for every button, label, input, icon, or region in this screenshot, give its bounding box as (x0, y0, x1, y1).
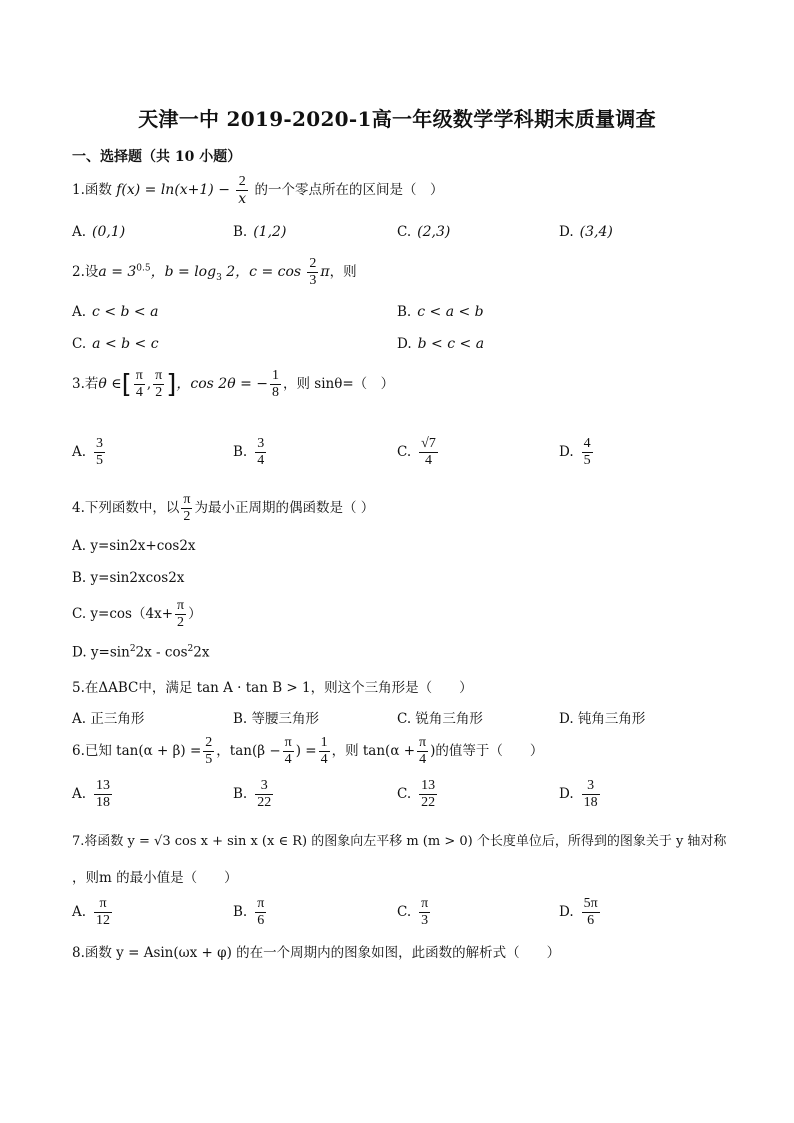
q6-option-d[interactable]: D. $\frac{3}{18}$ (559, 778, 598, 811)
q2-a: a = 3 (98, 264, 137, 281)
q5-option-b[interactable]: B. 等腰三角形 (233, 711, 320, 727)
q4-suffix: 为最小正周期的偶函数是（ ） (194, 500, 375, 517)
q3-theta: θ ∈ (98, 376, 122, 393)
q2-fraction: $\frac{2}{3}$ (309, 256, 317, 289)
question-2 (72, 256, 357, 289)
q7-option-d[interactable]: D. $\frac{5\pi}{6}$ (559, 896, 598, 929)
q7-option-a[interactable]: A. $\frac{\pi}{12}$ (72, 896, 111, 929)
q6-fraction-2: $\frac{\pi}{4}$ (284, 735, 292, 768)
question-4 (72, 492, 374, 525)
q4-option-b[interactable]: B. y=sin2xcos2x (72, 570, 185, 586)
q1-fraction: $\frac{2}{x}$ (238, 174, 247, 208)
q5-option-a[interactable]: A. 正三角形 (72, 711, 145, 727)
q1-option-c[interactable]: C. (2,3) (397, 224, 451, 240)
q3-option-b[interactable]: B. $\frac{3}{4}$ (233, 436, 265, 469)
q1-function: f(x) = ln(x+1) − (116, 182, 230, 199)
q3-fraction-3: $\frac{1}{8}$ (272, 368, 280, 401)
q6-fraction-4: $\frac{\pi}{4}$ (419, 735, 427, 768)
q6-part-2: ，tan(β − (216, 743, 281, 760)
q1-option-a[interactable]: A. (0,1) (72, 224, 126, 240)
q6-part-5: )的值等于（ ） (430, 743, 544, 760)
q1-option-b[interactable]: B. (1,2) (233, 224, 287, 240)
q3-option-a[interactable]: A. $\frac{3}{5}$ (72, 436, 104, 469)
q1-option-d[interactable]: D. (3,4) (559, 224, 613, 240)
q4-option-d[interactable]: D. $y=\sin^22x - \cos^22x$ (72, 644, 210, 661)
q5-option-c[interactable]: C. 锐角三角形 (397, 711, 483, 727)
document-title: 天津一中 2019-2020-1高一年级数学学科期末质量调查 (138, 107, 656, 131)
q5-option-d[interactable]: D. 钝角三角形 (559, 711, 646, 727)
question-7-line-1: 7.将函数 y = √3 cos x + sin x (x ∈ R) 的图象向左平移 m (m > 0) 个长度单位后，所得到的图象关于 y 轴对称 (72, 834, 727, 849)
q2-option-d[interactable]: D. b < c < a (397, 336, 485, 352)
q4-option-a[interactable]: A. y=sin2x+cos2x (72, 538, 196, 554)
q3-prefix: 3.若 (72, 376, 99, 393)
q6-option-a[interactable]: A. $\frac{13}{18}$ (72, 778, 111, 811)
q3-option-d[interactable]: D. $\frac{4}{5}$ (559, 436, 591, 469)
q2-b: ，b = log (150, 264, 217, 281)
q2-b-base: 3 (216, 272, 222, 283)
q3-option-c[interactable]: C. $\frac{√7}{4}$ (397, 436, 436, 469)
q6-fraction-3: $\frac{1}{4}$ (320, 735, 328, 768)
q2-pi: π (320, 264, 330, 281)
question-7-line-2: ，则m 的最小值是（ ） (72, 870, 238, 886)
q2-c: 2，c = cos (221, 264, 302, 281)
q4-fraction: $\frac{\pi}{2}$ (183, 492, 191, 525)
q6-fraction-1: $\frac{2}{5}$ (205, 735, 213, 768)
question-5: 5.在ΔABC中，满足 tan A · tan B > 1，则这个三角形是（ ） (72, 680, 473, 696)
question-1 (72, 174, 443, 207)
q3-fraction-1: $\frac{\pi}{4}$ (135, 368, 143, 401)
q6-option-b[interactable]: B. $\frac{3}{22}$ (233, 778, 272, 811)
q4-option-c[interactable]: C. y=cos（4x+ $\frac{\pi}{2}$ ） (72, 598, 202, 631)
q2-suffix: ，则 (329, 264, 357, 281)
q6-part-1: 6.已知 tan(α + β) = (72, 743, 202, 760)
q7-option-b[interactable]: B. $\frac{\pi}{6}$ (233, 896, 265, 929)
q2-prefix: 2.设 (72, 264, 99, 281)
q7-option-c[interactable]: C. $\frac{\pi}{3}$ (397, 896, 429, 929)
left-bracket-icon: [ (121, 369, 132, 400)
question-3: 3.若θ ∈[ $\frac{\pi}{4}$ , $\frac{\pi}{2}$ ]，cos 2θ = − $\frac{1}{8}$ ，则 sinθ=（ ） (72, 368, 395, 401)
q1-suffix: 的一个零点所在的区间是（ ） (254, 182, 444, 199)
q3-condition: ，cos 2θ = − (176, 376, 269, 393)
q2-option-b[interactable]: B. c < a < b (397, 304, 484, 320)
q2-a-exp: 0.5 (136, 263, 151, 274)
q6-part-3: ) = (295, 743, 317, 760)
q2-option-a[interactable]: A. c < b < a (72, 304, 159, 320)
q3-fraction-2: $\frac{\pi}{2}$ (155, 368, 163, 401)
q6-option-c[interactable]: C. $\frac{13}{22}$ (397, 778, 436, 811)
q3-suffix: ，则 sinθ=（ ） (283, 376, 395, 393)
q1-prefix: 1.函数 (72, 182, 112, 199)
q6-part-4: ，则 tan(α + (331, 743, 416, 760)
q2-option-c[interactable]: C. a < b < c (72, 336, 159, 352)
question-6 (72, 735, 543, 768)
section-heading: 一、选择题（共 10 小题） (72, 149, 242, 165)
right-bracket-icon: ] (166, 369, 177, 400)
q4-prefix: 4.下列函数中，以 (72, 500, 180, 517)
question-8: 8.函数 y = Asin(ωx + φ) 的在一个周期内的图象如图，此函数的解析式（ ） (72, 945, 561, 961)
